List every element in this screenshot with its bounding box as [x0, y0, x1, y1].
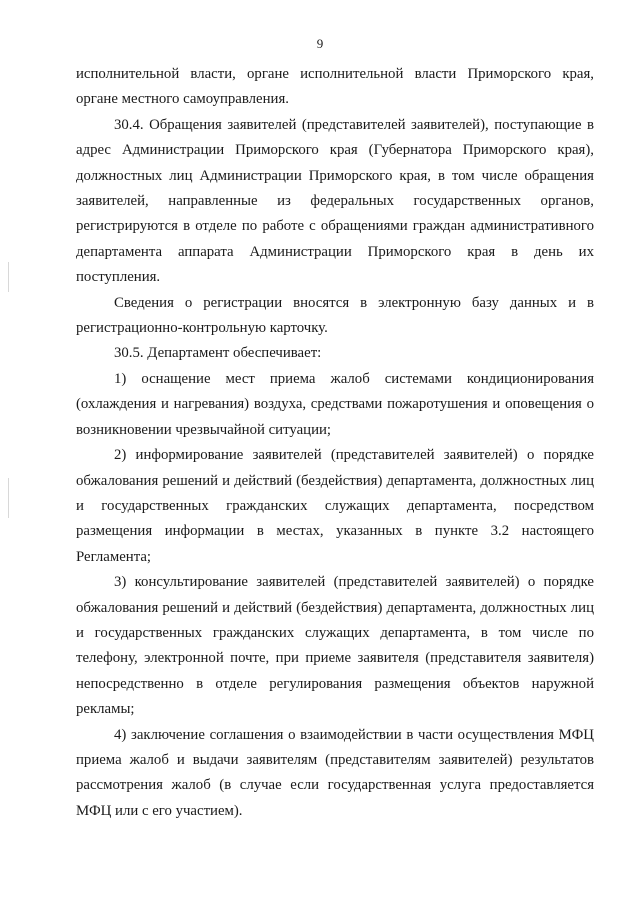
paragraph-continuation: исполнительной власти, органе исполнительной власти Приморского края, органе местного самоуправления.	[76, 66, 594, 108]
list-item-4: 4) заключение соглашения о взаимодействии в части осуществления МФЦ приема жалоб и выдачи заявителям (представителям заявителей) результатов рассмотрения жалоб (в случае если государственная услуга предоставляется МФЦ или с его участием).	[76, 726, 594, 819]
document-body	[76, 62, 594, 824]
scan-margin-mark-top	[8, 262, 9, 292]
paragraph-30-5: 30.5. Департамент обеспечивает:	[114, 345, 322, 362]
list-item-3: 3) консультирование заявителей (представителей заявителей) о порядке обжалования решений и действий (бездействия) департамента, должностных лиц и государственных гражданских служащих департамента, в том числе по телефону, электронной почте, при приеме заявителя (представителя заявителя) непосредственно в отделе регулирования размещения объектов наружной рекламы;	[76, 574, 594, 718]
list-item-2: 2) информирование заявителей (представителей заявителей) о порядке обжалования решений и действий (бездействия) департамента, должностных лиц и государственных гражданских служащих департамента, посредством размещения информации в местах, указанных в пункте 3.2 настоящего Регламента;	[76, 447, 594, 565]
page-number: 9	[316, 36, 324, 51]
list-item-1: 1) оснащение мест приема жалоб системами кондиционирования (охлаждения и нагревания) воздуха, средствами пожаротушения и оповещения о возникновении чрезвычайной ситуации;	[76, 370, 594, 438]
paragraph-30-4: 30.4. Обращения заявителей (представителей заявителей), поступающие в адрес Администрации Приморского края (Губернатора Приморского края), должностных лиц Администрации Приморского края, в том числе обращения заявителей, направленные из федеральных государственных органов, регистрируются в отделе по работе с обращениями граждан административного департамента аппарата Администрации Приморского края в день их поступления.	[76, 116, 594, 286]
scan-margin-mark-bottom	[8, 478, 9, 518]
paragraph-registration-info: Сведения о регистрации вносятся в электронную базу данных и в регистрационно-контрольную карточку.	[76, 294, 594, 337]
